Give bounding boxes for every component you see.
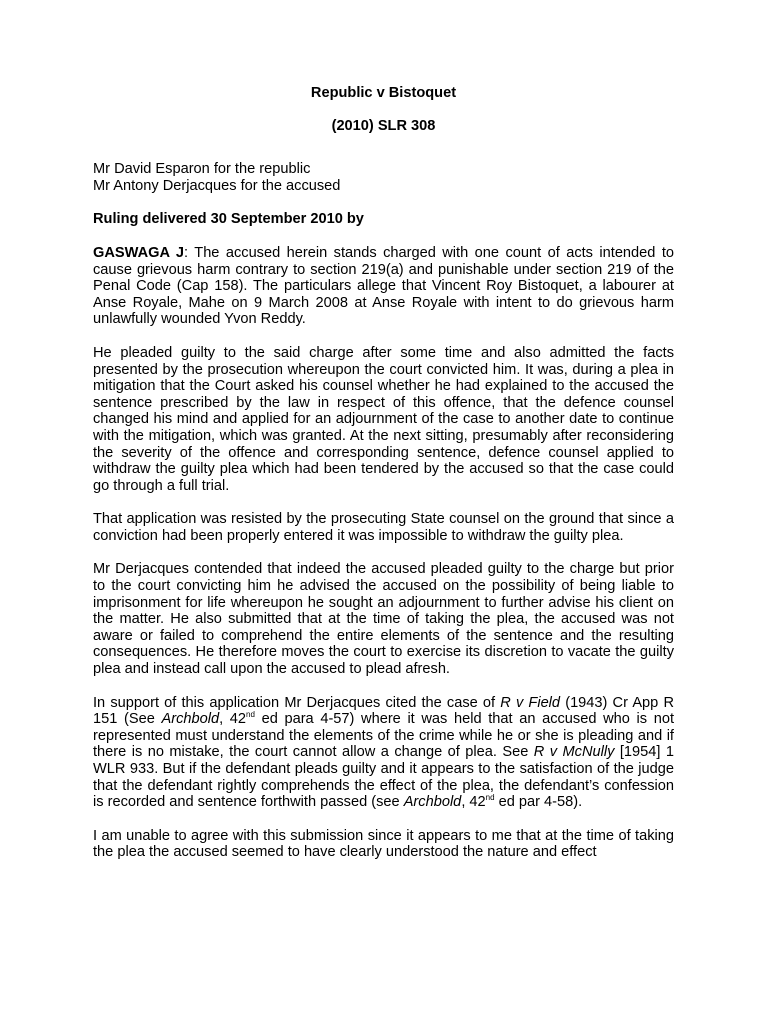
- paragraph-2: He pleaded guilty to the said charge after some time and also admitted the facts presented by the prosecution whereupon the court convicted him. It was, during a plea in mitigation that the Court asked his counsel whether he had explained to the accused the sentence prescribed by the law in respect of this offence, that the defence counsel changed his mind and applied for an adjournment of the case to another date to continue with the mitigation, which was granted. At the next sitting, presumably after reconsidering the severity of the offence and corresponding sentence, defence counsel applied to withdraw the guilty plea which had been tendered by the accused so that the case could go through a full trial.: [93, 344, 674, 494]
- case-r-v-mcnully: R v McNully: [533, 744, 615, 761]
- case-title: Republic v Bistoquet: [310, 85, 457, 101]
- edition-sup-1: nd: [246, 710, 255, 720]
- archbold-ref-1: Archbold: [161, 711, 220, 728]
- p5-text-7: ed par 4-58).: [494, 794, 583, 811]
- paragraph-1-text: : The accused herein stands charged with one count of acts intended to cause grievous harm contrary to section 219(a) and punishable under section 219 of the Penal Code (Cap 158). The particulars allege that Vincent Roy Bistoquet, a labourer at Anse Royale, Mahe on 9 March 2008 at Anse Royale with intent to do grievous harm unlawfully wounded Yvon Reddy.: [93, 244, 675, 328]
- p5-text-5: [1954] 1 WLR 933. But if the defendant pleads guilty and it appears to the satisfaction of the judge that the defendant rightly comprehends the effect of the plea, the defendant’s confession is recorded and sentence forthwith passed (see: [93, 744, 674, 811]
- p5-text-6: , 42: [461, 794, 486, 811]
- archbold-ref-2: Archbold: [403, 794, 462, 811]
- paragraph-1: [93, 245, 674, 328]
- p5-text-4: ed para 4-57) where it was held that an accused who is not represented must understand the elements of the crime while he or she is pleading and if there is no mistake, the court cannot allow a change of plea. See: [93, 711, 674, 761]
- document-page: [93, 85, 674, 861]
- paragraph-6: I am unable to agree with this submission since it appears to me that at the time of taking the plea the accused seemed to have clearly understood the nature and effect: [93, 827, 674, 861]
- counsel-accused: Mr Antony Derjacques for the accused: [93, 177, 341, 194]
- judge-name: GASWAGA J: [93, 244, 185, 261]
- counsel-block: [93, 161, 674, 194]
- paragraph-4: Mr Derjacques contended that indeed the accused pleaded guilty to the charge but prior to the court convicting him he advised the accused on the possibility of being liable to imprisonment for life whereupon he sought an adjournment to further advise his client on the matter. He also submitted that at the time of taking the plea, the accused was not aware or failed to comprehend the entire elements of the sentence and the resulting consequences. He therefore moves the court to exercise its discretion to vacate the guilty plea and instead call upon the accused to plead afresh.: [93, 561, 674, 678]
- edition-sup-2: nd: [485, 793, 495, 803]
- case-r-v-field: R v Field: [500, 694, 561, 711]
- case-citation: (2010) SLR 308: [331, 117, 436, 134]
- p5-text-3: , 42: [219, 711, 247, 728]
- p5-text-1: In support of this application Mr Derjacques cited the case of: [93, 694, 501, 711]
- counsel-republic: Mr David Esparon for the republic: [93, 161, 311, 178]
- paragraph-3: That application was resisted by the prosecuting State counsel on the ground that since a conviction had been properly entered it was impossible to withdraw the guilty plea.: [93, 511, 674, 544]
- ruling-line: Ruling delivered 30 September 2010 by: [93, 211, 364, 228]
- p5-text-2: (1943) Cr App R 151 (See: [93, 694, 674, 728]
- paragraph-5: [93, 695, 674, 811]
